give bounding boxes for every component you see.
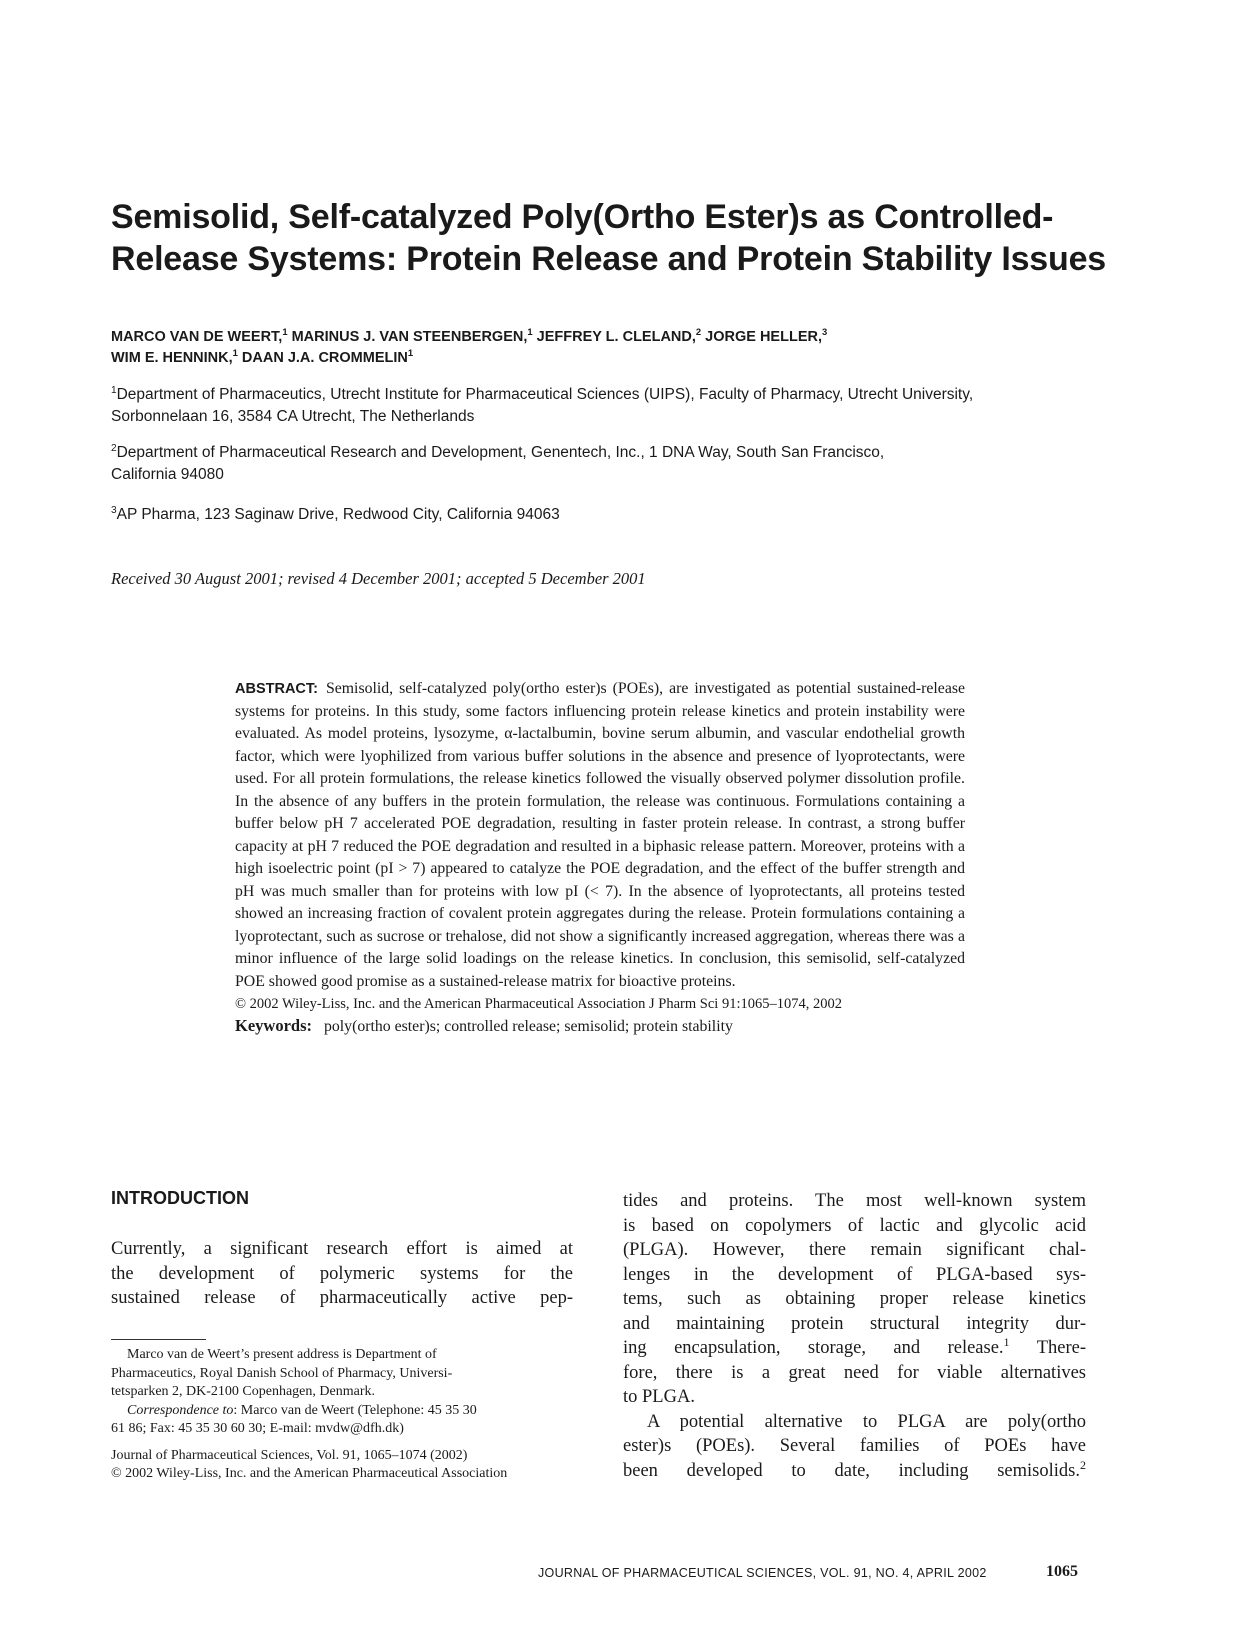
body-line: ester)s (POEs). Several families of POEs have [623, 1436, 1086, 1456]
affiliation-marker: 1 [527, 326, 533, 338]
footnote-rule [111, 1339, 206, 1340]
author: JEFFREY L. CLELAND, [536, 329, 696, 345]
abstract-label: ABSTRACT: [235, 681, 318, 697]
body-text: ing encapsulation, storage, and release. [623, 1338, 1004, 1358]
body-line: and maintaining protein structural integrity dur- [623, 1313, 1086, 1334]
paper-title [111, 196, 1121, 280]
body-line: the development of polymeric systems for the [111, 1263, 573, 1284]
body-column-right [623, 1189, 1086, 1483]
affiliation-marker: 3 [822, 326, 828, 338]
body-line: tems, such as obtaining proper release kinetics [623, 1289, 1086, 1309]
body-line: A potential alternative to PLGA are poly(ortho [647, 1411, 1086, 1432]
affiliation-line: California 94080 [111, 466, 224, 483]
footnote-line: Pharmaceutics, Royal Danish School of Pharmacy, Universi- [111, 1365, 453, 1381]
page-number: 1065 [1046, 1563, 1078, 1580]
body-line: fore, there is a great need for viable alternatives [623, 1362, 1086, 1383]
footnote-line: 61 86; Fax: 45 35 30 60 30; E-mail: mvdw@dfh.dk) [111, 1421, 404, 1436]
footnote-line: tetsparken 2, DK-2100 Copenhagen, Denmark. [111, 1384, 375, 1399]
affiliation-marker: 2 [111, 442, 117, 454]
keywords [235, 1015, 965, 1039]
citation-marker: 2 [1079, 1457, 1086, 1472]
section-heading-introduction: INTRODUCTION [111, 1188, 249, 1208]
body-line: Currently, a significant research effort is aimed at [111, 1239, 573, 1259]
abstract-text: Semisolid, self-catalyzed poly(ortho ester)s (POEs), are investigated as potential sustained-release systems for proteins. In this study, some factors influencing protein release kinetics and protein instability were evaluated. As model proteins, lysozyme, α-lactalbumin, bovine serum albumin, and vascular endothelial growth factor, which were lyophilized from various buffer solutions in the absence and presence of lyoprotectants, were used. For all protein formulations, the release kinetics followed the visually observed polymer dissolution profile. In the absence of any buffers in the protein formulation, the release was continuous. Formulations containing a buffer below pH 7 accelerated POE degradation, resulting in faster protein release. In contrast, a strong buffer capacity at pH 7 reduced the POE degradation and resulted in a biphasic release pattern. Moreover, proteins with a high isoelectric point (pI > 7) appeared to catalyze the POE degradation, and the effect of the buffer strength and pH was much smaller than for proteins with low pI (< 7). In the absence of lyoprotectants, all proteins tested showed an increasing fraction of covalent protein aggregates during the release. Protein formulations containing a lyoprotectant, such as sucrose or trehalose, did not show a significantly increased aggregation, whereas there was a minor influence of the large solid loadings on the release kinetics. In conclusion, this semisolid, self-catalyzed POE showed good promise as a sustained-release matrix for bioactive proteins. [235, 680, 965, 990]
affiliation-2 [111, 442, 1121, 486]
footnote-journal: Journal of Pharmaceutical Sciences, Vol. 91, 1065–1074 (2002) [111, 1447, 468, 1463]
affiliation-text: Department of Pharmaceutical Research and Development, Genentech, Inc., 1 DNA Way, South San Francisco, [116, 444, 885, 461]
affiliation-line: Sorbonnelaan 16, 3584 CA Utrecht, The Netherlands [111, 408, 475, 425]
body-line: to PLGA. [623, 1387, 695, 1407]
title-line: Release Systems: Protein Release and Protein Stability Issues [111, 240, 1107, 278]
affiliation-marker: 1 [282, 326, 288, 338]
footnote-copyright: © 2002 Wiley-Liss, Inc. and the American Pharmaceutical Association [111, 1466, 508, 1481]
affiliation-text: Department of Pharmaceutics, Utrecht Institute for Pharmaceutical Sciences (UIPS), Faculty of Pharmacy, Utrecht University, [116, 386, 974, 403]
body-text: There- [1009, 1338, 1086, 1358]
correspondence-text: : Marco van de Weert (Telephone: 45 35 30 [233, 1402, 477, 1418]
body-column-left [111, 1237, 573, 1311]
author: JORGE HELLER, [705, 329, 822, 345]
body-line [623, 1336, 1086, 1361]
correspondence-label: Correspondence to [127, 1402, 234, 1418]
author: MARINUS J. VAN STEENBERGEN, [291, 329, 528, 345]
footnotes [111, 1346, 573, 1484]
abstract [235, 678, 965, 1039]
author-list [111, 327, 1121, 369]
affiliation-line [111, 442, 1121, 464]
affiliation-marker: 1 [407, 347, 414, 359]
affiliation-marker: 1 [232, 347, 238, 359]
affiliation-marker: 2 [695, 326, 702, 338]
abstract-copyright: © 2002 Wiley-Liss, Inc. and the American Pharmaceutical Association J Pharm Sci 91:1065–1074, 2002 [235, 996, 842, 1012]
author: DAAN J.A. CROMMELIN [241, 350, 408, 366]
keywords-label: Keywords: [235, 1016, 312, 1035]
affiliation-line [111, 504, 1121, 526]
body-line [623, 1459, 1086, 1484]
body-line: (PLGA). However, there remain significant chal- [623, 1240, 1086, 1260]
author: MARCO VAN DE WEERT, [111, 329, 283, 345]
affiliation-line [111, 384, 1121, 406]
affiliation-3 [111, 504, 1121, 526]
affiliation-marker: 3 [111, 504, 117, 516]
author-line [111, 327, 1121, 348]
body-line: sustained release of pharmaceutically active pep- [111, 1288, 573, 1308]
body-line: is based on copolymers of lactic and glycolic acid [623, 1215, 1086, 1236]
running-footer: JOURNAL OF PHARMACEUTICAL SCIENCES, VOL. 91, NO. 4, APRIL 2002 [538, 1566, 987, 1580]
affiliation-text: AP Pharma, 123 Saginaw Drive, Redwood City, California 94063 [116, 506, 560, 523]
affiliation-1 [111, 384, 1121, 428]
keywords-text: poly(ortho ester)s; controlled release; semisolid; protein stability [324, 1018, 733, 1035]
body-text: been developed to date, including semisolids. [623, 1460, 1080, 1481]
affiliation-marker: 1 [111, 384, 117, 396]
footnote-line [111, 1402, 573, 1421]
citation-marker: 1 [1003, 1334, 1010, 1349]
author-line [111, 348, 1121, 369]
footnote-line: Marco van de Weert’s present address is Department of [127, 1347, 437, 1362]
author: WIM E. HENNINK, [111, 350, 233, 366]
received-dates: Received 30 August 2001; revised 4 December 2001; accepted 5 December 2001 [111, 569, 646, 588]
title-line: Semisolid, Self-catalyzed Poly(Ortho Ester)s as Controlled- [111, 198, 1054, 236]
body-line: lenges in the development of PLGA-based sys- [623, 1264, 1086, 1285]
body-line: tides and proteins. The most well-known system [623, 1191, 1086, 1211]
